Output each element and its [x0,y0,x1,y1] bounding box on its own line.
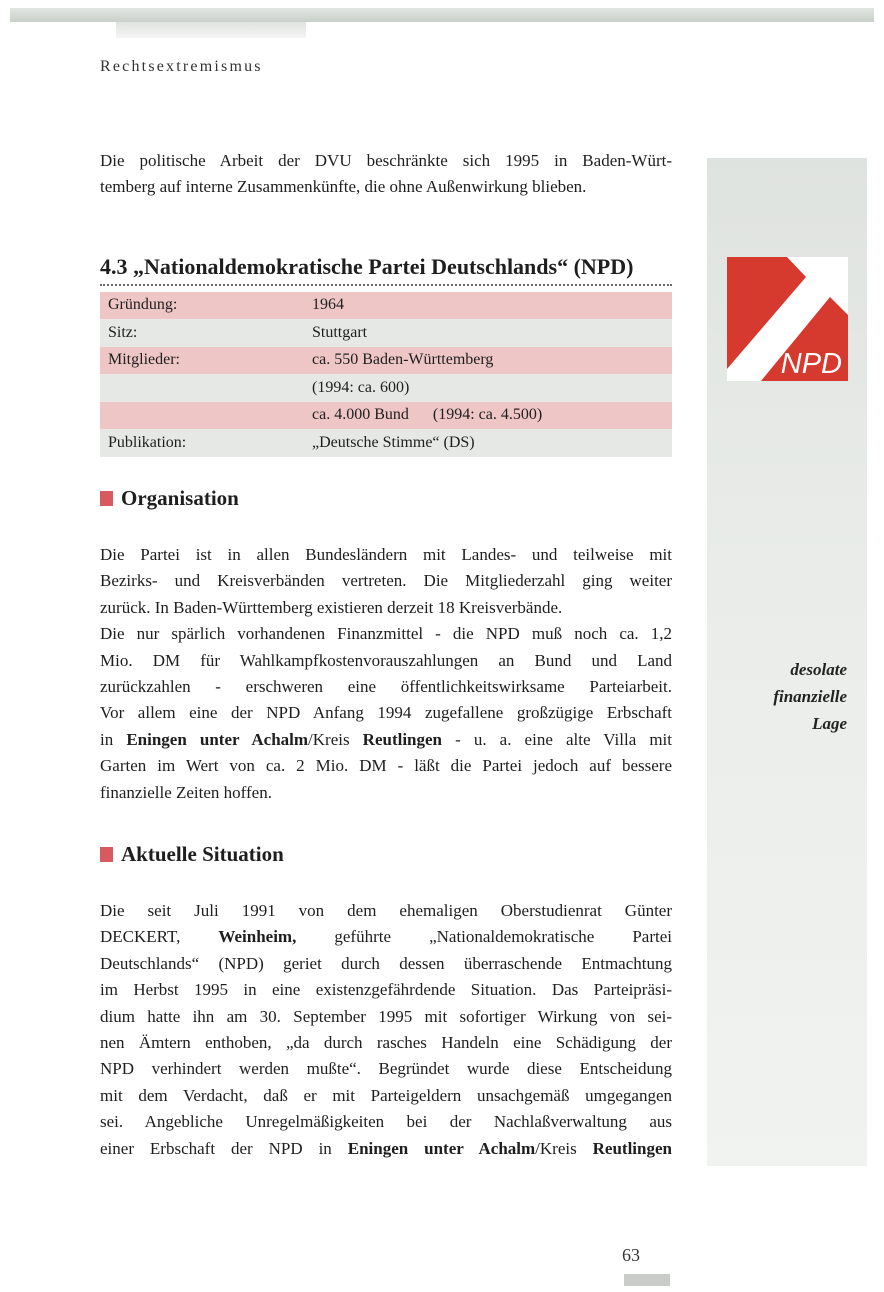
facts-table [100,292,672,457]
logo-text: NPD [780,348,842,380]
text-run: DECKERT, [100,927,219,947]
place-name: Reutlingen [592,1138,672,1158]
text-line: Garten im Wert von ca. 2 Mio. DM - läßt die Partei jedoch auf bessere [100,756,672,776]
margin-note-line: finanzielle [773,687,847,706]
section-title: 4.3 „Nationaldemokratische Partei Deutschlands“ (NPD) [100,254,634,279]
page-number: 63 [622,1245,640,1265]
text-line: NPD verhindert werden mußte“. Begründet wurde diese Entscheidung [100,1059,672,1079]
aktuelle-heading [100,842,284,867]
npd-logo [727,257,848,381]
intro-paragraph [100,148,672,201]
text-line: dium hatte ihn am 30. September 1995 mit sofortiger Wirkung von sei- [100,1006,672,1026]
fact-value: 1964 [312,296,344,313]
text-line: im Herbst 1995 in eine existenzgefährdende Situation. Das Parteipräsi- [100,980,672,1000]
text-line: Deutschlands“ (NPD) geriet durch dessen überraschende Entmachtung [100,953,672,973]
heading-text: Organisation [121,486,239,510]
text-run: /Kreis [535,1138,593,1158]
margin-note-line: desolate [790,660,847,679]
bullet-square [100,847,113,862]
fact-value: (1994: ca. 600) [312,378,410,396]
fact-label: Mitglieder: [108,351,180,368]
fact-label: Sitz: [108,323,138,341]
place-name: Weinheim, [218,927,297,947]
text-line: Vor allem eine der NPD Anfang 1994 zugefallene großzügige Erbschaft [100,703,672,723]
running-head: Rechtsextremismus [100,58,263,75]
text-line: Mio. DM für Wahlkampfkostenvorauszahlungen an Bund und Land [100,650,672,670]
facts-row [100,402,672,430]
text-line: zurück. In Baden-Württemberg existieren derzeit 18 Kreisverbände. [100,597,563,617]
facts-row [100,375,672,403]
facts-row [100,430,672,458]
text-run: in [100,729,127,749]
fact-label: Publikation: [108,433,187,451]
text-line: zurückzahlen - erschweren eine öffentlichkeitswirksame Parteiarbeit. [100,677,672,697]
text-line: Die nur spärlich vorhandenen Finanzmittel - die NPD muß noch ca. 1,2 [100,624,672,644]
aktuelle-paragraph [100,898,672,1162]
text-line: temberg auf interne Zusammenkünfte, die ohne Außenwirkung blieben. [100,177,587,197]
text-run: /Kreis [308,729,363,749]
fact-value: ca. 550 Baden-Württemberg [312,351,494,368]
text-run: - u. a. eine alte Villa mit [442,729,672,749]
facts-row [100,347,672,375]
organisation-paragraph [100,542,672,806]
top-border-bar [10,8,874,22]
text-run: einer Erbschaft der NPD in [100,1138,348,1158]
heading-text: Aktuelle Situation [121,842,284,866]
margin-note-line: Lage [812,714,847,733]
fact-value: ca. 4.000 Bund (1994: ca. 4.500) [312,406,543,423]
fact-value: „Deutsche Stimme“ (DS) [312,433,475,451]
organisation-heading [100,486,239,511]
margin-note [707,656,847,737]
text-line: Die Partei ist in allen Bundesländern mit Landes- und teilweise mit [100,545,672,564]
facts-row [100,292,672,320]
text-line: finanzielle Zeiten hoffen. [100,782,272,802]
text-line: mit dem Verdacht, daß er mit Parteigeldern unsachgemäß umgegangen [100,1085,672,1105]
text-line: sei. Angebliche Unregelmäßigkeiten bei der Nachlaßverwaltung aus [100,1112,672,1132]
text-line: Die politische Arbeit der DVU beschränkte sich 1995 in Baden-Würt- [100,151,672,170]
text-line: nen Ämtern enthoben, „da durch rasches Handeln eine Schädigung der [100,1033,672,1053]
place-name: Eningen unter Achalm [126,729,309,749]
fact-value: Stuttgart [312,323,368,341]
fact-label: Gründung: [108,296,178,313]
bullet-square [100,491,113,506]
text-line: Die seit Juli 1991 von dem ehemaligen Oberstudienrat Günter [100,901,672,920]
dotted-rule [100,284,672,286]
text-line: Bezirks- und Kreisverbänden vertreten. Die Mitgliederzahl ging weiter [100,571,672,591]
top-border-tab [116,22,306,38]
page-number-mark [624,1274,670,1286]
place-name: Eningen unter Achalm [347,1138,536,1158]
text-line [100,727,672,753]
text-line [100,1136,672,1162]
place-name: Reutlingen [362,729,443,749]
text-line [100,924,672,950]
facts-row [100,320,672,348]
text-run: geführte „Nationaldemokratische Partei [296,927,672,947]
